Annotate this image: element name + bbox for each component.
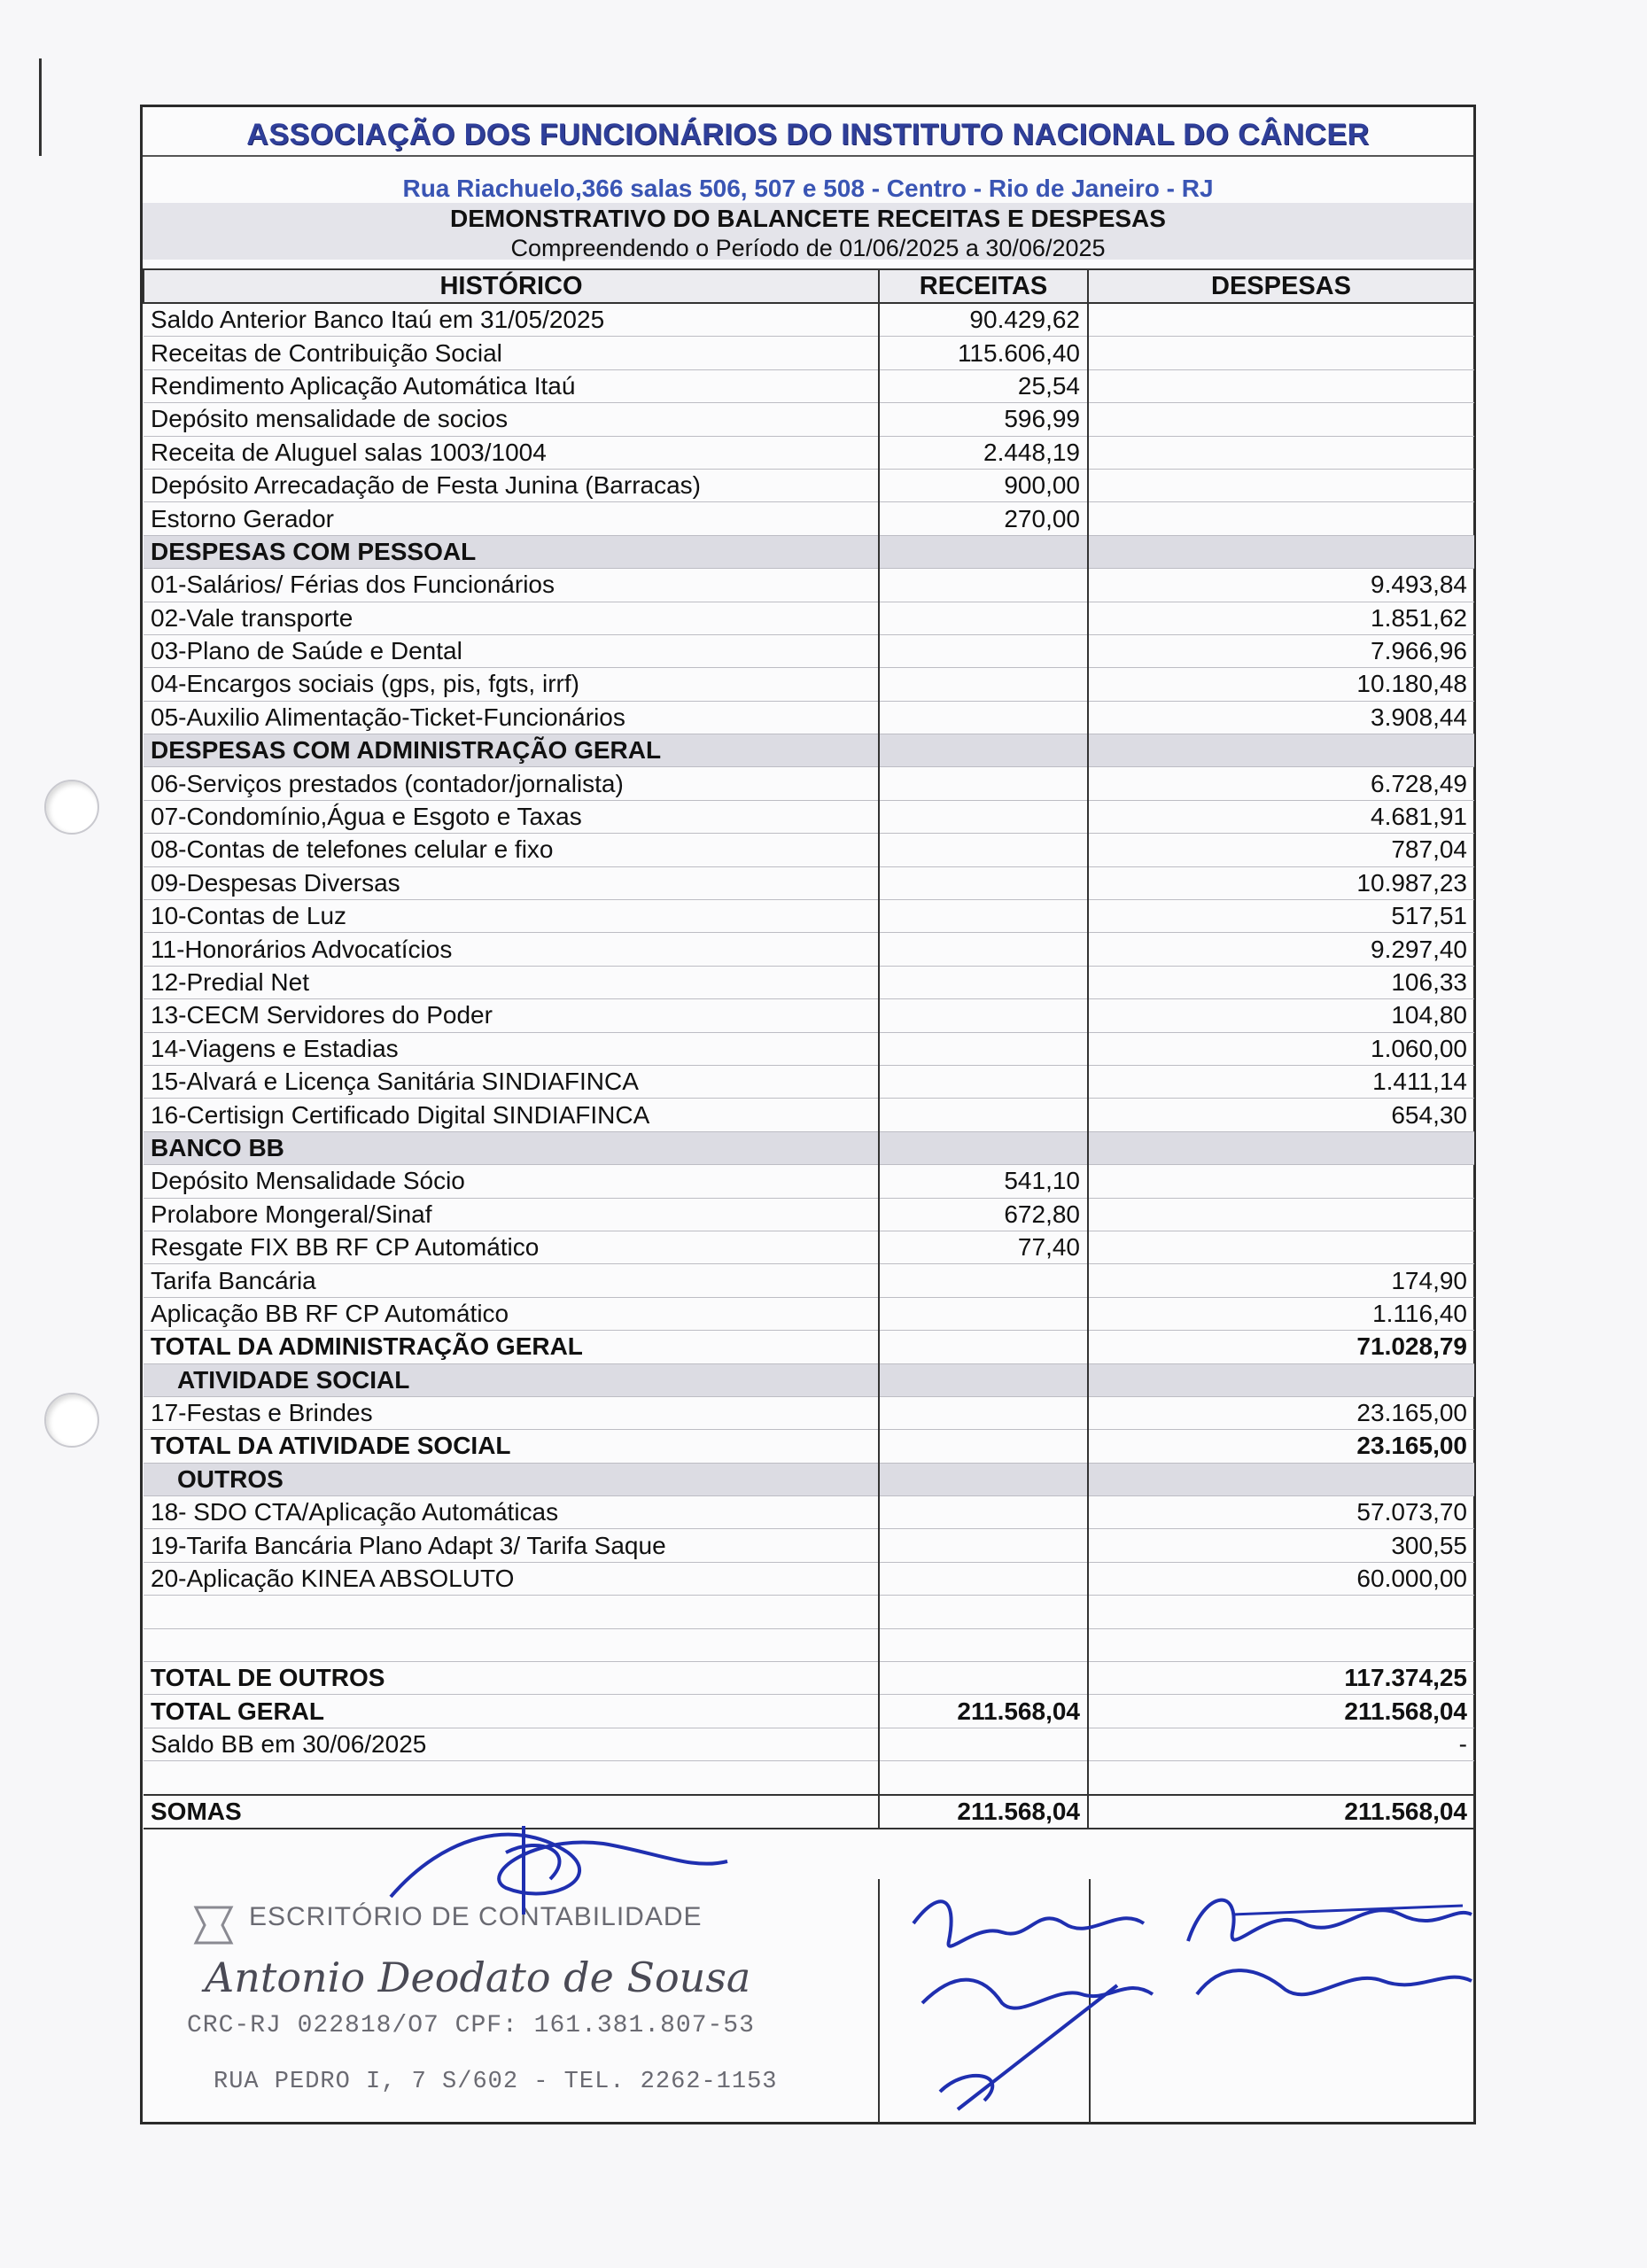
row-despesa — [1088, 369, 1474, 402]
row-receita — [879, 1131, 1088, 1164]
header-rule — [143, 155, 1473, 157]
table-row — [144, 1695, 1474, 1728]
table-row — [144, 767, 1474, 800]
row-despesa: 9.493,84 — [1088, 569, 1474, 602]
row-receita: 270,00 — [879, 502, 1088, 535]
row-despesa: 300,55 — [1088, 1529, 1474, 1562]
row-receita — [879, 668, 1088, 701]
table-row — [144, 668, 1474, 701]
row-despesa: 211.568,04 — [1088, 1795, 1474, 1829]
table-row — [144, 1198, 1474, 1231]
row-label: Saldo Anterior Banco Itaú em 31/05/2025 — [144, 303, 879, 337]
table-row — [144, 701, 1474, 734]
row-label: 06-Serviços prestados (contador/jornalista) — [144, 767, 879, 800]
row-receita: 541,10 — [879, 1165, 1088, 1198]
row-despesa — [1088, 1463, 1474, 1495]
row-label: Prolabore Mongeral/Sinaf — [144, 1198, 879, 1231]
row-label: 18- SDO CTA/Aplicação Automáticas — [144, 1496, 879, 1529]
row-label: 09-Despesas Diversas — [144, 866, 879, 899]
ledger-table — [143, 268, 1475, 1829]
table-row — [144, 1264, 1474, 1297]
row-receita: 596,99 — [879, 403, 1088, 436]
row-receita: 672,80 — [879, 1198, 1088, 1231]
row-despesa: 1.851,62 — [1088, 602, 1474, 634]
row-label: 05-Auxilio Alimentação-Ticket-Funcionários — [144, 701, 879, 734]
signature-2 — [1179, 1870, 1480, 2012]
row-label: Depósito mensalidade de socios — [144, 403, 879, 436]
row-receita: 115.606,40 — [879, 337, 1088, 369]
row-receita — [879, 1099, 1088, 1131]
stamp-line-address: RUA PEDRO I, 7 S/602 - TEL. 2262-1153 — [214, 2069, 778, 2095]
row-label: Resgate FIX BB RF CP Automático — [144, 1231, 879, 1263]
table-row — [144, 303, 1474, 337]
row-receita — [879, 1496, 1088, 1529]
row-label: 04-Encargos sociais (gps, pis, fgts, irrf) — [144, 668, 879, 701]
row-receita — [879, 933, 1088, 966]
row-label — [144, 1596, 879, 1628]
row-receita — [879, 866, 1088, 899]
stamp-emblem-icon — [187, 1899, 240, 1952]
row-receita — [879, 734, 1088, 767]
row-despesa: 7.966,96 — [1088, 634, 1474, 667]
row-receita — [879, 535, 1088, 568]
table-row — [144, 734, 1474, 767]
table-row — [144, 1099, 1474, 1131]
table-row — [144, 999, 1474, 1032]
column-header-receitas: RECEITAS — [879, 269, 1088, 303]
row-label: 02-Vale transporte — [144, 602, 879, 634]
row-label: SOMAS — [144, 1795, 879, 1829]
row-label: DESPESAS COM ADMINISTRAÇÃO GERAL — [144, 734, 879, 767]
table-row — [144, 602, 1474, 634]
table-row — [144, 369, 1474, 402]
row-label: 20-Aplicação KINEA ABSOLUTO — [144, 1562, 879, 1595]
row-receita: 900,00 — [879, 469, 1088, 501]
table-header-row — [144, 269, 1474, 303]
row-label: DESPESAS COM PESSOAL — [144, 535, 879, 568]
row-despesa — [1088, 1761, 1474, 1795]
row-label: Tarifa Bancária — [144, 1264, 879, 1297]
row-receita — [879, 1297, 1088, 1330]
row-label: Receita de Aluguel salas 1003/1004 — [144, 436, 879, 469]
punch-hole-bottom — [44, 1393, 99, 1448]
row-receita — [879, 1662, 1088, 1695]
row-despesa: 1.060,00 — [1088, 1032, 1474, 1065]
table-row — [144, 866, 1474, 899]
row-label: TOTAL DA ADMINISTRAÇÃO GERAL — [144, 1331, 879, 1363]
row-despesa: 104,80 — [1088, 999, 1474, 1032]
table-row — [144, 1231, 1474, 1263]
table-row — [144, 634, 1474, 667]
row-receita — [879, 1396, 1088, 1429]
row-despesa: 10.180,48 — [1088, 668, 1474, 701]
table-row — [144, 1662, 1474, 1695]
row-receita — [879, 701, 1088, 734]
row-receita: 25,54 — [879, 369, 1088, 402]
pen-mark — [39, 58, 42, 156]
row-label: TOTAL DA ATIVIDADE SOCIAL — [144, 1430, 879, 1463]
row-receita — [879, 999, 1088, 1032]
row-receita — [879, 1264, 1088, 1297]
row-despesa — [1088, 1628, 1474, 1661]
row-despesa — [1088, 1363, 1474, 1396]
row-label: OUTROS — [144, 1463, 879, 1495]
row-label: 14-Viagens e Estadias — [144, 1032, 879, 1065]
row-despesa: 106,33 — [1088, 966, 1474, 998]
table-row — [144, 436, 1474, 469]
balance-sheet — [140, 105, 1476, 2124]
row-receita — [879, 1529, 1088, 1562]
table-row — [144, 966, 1474, 998]
row-despesa: 9.297,40 — [1088, 933, 1474, 966]
row-despesa: 787,04 — [1088, 834, 1474, 866]
row-despesa — [1088, 403, 1474, 436]
row-receita — [879, 800, 1088, 833]
table-row — [144, 1331, 1474, 1363]
table-row — [144, 900, 1474, 933]
table-row — [144, 469, 1474, 501]
row-despesa — [1088, 303, 1474, 337]
ledger-body — [144, 303, 1474, 1829]
row-despesa — [1088, 535, 1474, 568]
row-receita — [879, 1331, 1088, 1363]
row-despesa: 517,51 — [1088, 900, 1474, 933]
row-label: 01-Salários/ Férias dos Funcionários — [144, 569, 879, 602]
table-row — [144, 1430, 1474, 1463]
row-label: ATIVIDADE SOCIAL — [144, 1363, 879, 1396]
row-label: Depósito Arrecadação de Festa Junina (Barracas) — [144, 469, 879, 501]
document-period: Compreendendo o Período de 01/06/2025 a 30/06/2025 — [510, 235, 1106, 261]
row-receita — [879, 834, 1088, 866]
row-despesa — [1088, 337, 1474, 369]
row-label: Depósito Mensalidade Sócio — [144, 1165, 879, 1198]
row-label: 19-Tarifa Bancária Plano Adapt 3/ Tarifa Saque — [144, 1529, 879, 1562]
row-label: Saldo BB em 30/06/2025 — [144, 1728, 879, 1760]
row-receita — [879, 602, 1088, 634]
row-despesa — [1088, 1231, 1474, 1263]
signature-1 — [905, 1870, 1188, 2127]
table-row — [144, 1628, 1474, 1661]
row-label: 12-Predial Net — [144, 966, 879, 998]
signature-accountant — [373, 1799, 745, 1932]
table-row — [144, 1165, 1474, 1198]
row-despesa — [1088, 469, 1474, 501]
table-row — [144, 1396, 1474, 1429]
row-receita: 211.568,04 — [879, 1795, 1088, 1829]
stamp-line-office: ESCRITÓRIO DE CONTABILIDADE — [249, 1902, 703, 1931]
row-label: 16-Certisign Certificado Digital SINDIAFINCA — [144, 1099, 879, 1131]
row-despesa — [1088, 1165, 1474, 1198]
table-row — [144, 337, 1474, 369]
row-label — [144, 1628, 879, 1661]
row-label: 13-CECM Servidores do Poder — [144, 999, 879, 1032]
row-label: 15-Alvará e Licença Sanitária SINDIAFINCA — [144, 1065, 879, 1098]
row-receita — [879, 1728, 1088, 1760]
row-label: 07-Condomínio,Água e Esgoto e Taxas — [144, 800, 879, 833]
row-despesa: 23.165,00 — [1088, 1430, 1474, 1463]
row-despesa — [1088, 436, 1474, 469]
table-row — [144, 1529, 1474, 1562]
row-label: 08-Contas de telefones celular e fixo — [144, 834, 879, 866]
row-receita — [879, 1463, 1088, 1495]
row-label: BANCO BB — [144, 1131, 879, 1164]
row-despesa: 3.908,44 — [1088, 701, 1474, 734]
row-despesa: 211.568,04 — [1088, 1695, 1474, 1728]
row-despesa: 654,30 — [1088, 1099, 1474, 1131]
table-row — [144, 1596, 1474, 1628]
stamp-line-crc: CRC-RJ 022818/O7 CPF: 161.381.807-53 — [187, 2012, 755, 2039]
row-receita — [879, 900, 1088, 933]
row-receita — [879, 1430, 1088, 1463]
row-despesa: 71.028,79 — [1088, 1331, 1474, 1363]
table-row — [144, 933, 1474, 966]
row-receita: 2.448,19 — [879, 436, 1088, 469]
row-despesa: - — [1088, 1728, 1474, 1760]
table-row — [144, 1363, 1474, 1396]
row-despesa — [1088, 1131, 1474, 1164]
row-despesa: 60.000,00 — [1088, 1562, 1474, 1595]
column-header-historico: HISTÓRICO — [144, 269, 879, 303]
row-receita: 211.568,04 — [879, 1695, 1088, 1728]
table-row — [144, 1297, 1474, 1330]
table-row — [144, 502, 1474, 535]
table-row — [144, 1496, 1474, 1529]
row-despesa — [1088, 502, 1474, 535]
stamp-line-name: Antonio Deodato de Sousa — [205, 1953, 751, 2001]
address-line: Rua Riachuelo,366 salas 506, 507 e 508 - Centro - Rio de Janeiro - RJ — [402, 175, 1214, 202]
row-receita — [879, 1363, 1088, 1396]
table-row — [144, 535, 1474, 568]
row-despesa: 10.987,23 — [1088, 866, 1474, 899]
row-receita — [879, 1628, 1088, 1661]
table-row — [144, 834, 1474, 866]
row-receita: 90.429,62 — [879, 303, 1088, 337]
table-row — [144, 1795, 1474, 1829]
row-label: TOTAL GERAL — [144, 1695, 879, 1728]
row-despesa — [1088, 1596, 1474, 1628]
row-despesa: 117.374,25 — [1088, 1662, 1474, 1695]
row-label — [144, 1761, 879, 1795]
row-label: 17-Festas e Brindes — [144, 1396, 879, 1429]
row-receita — [879, 767, 1088, 800]
row-despesa: 57.073,70 — [1088, 1496, 1474, 1529]
table-row — [144, 1562, 1474, 1595]
row-despesa: 1.411,14 — [1088, 1065, 1474, 1098]
row-label: 03-Plano de Saúde e Dental — [144, 634, 879, 667]
row-label: Rendimento Aplicação Automática Itaú — [144, 369, 879, 402]
row-receita — [879, 1065, 1088, 1098]
table-row — [144, 1728, 1474, 1760]
organization-name: ASSOCIAÇÃO DOS FUNCIONÁRIOS DO INSTITUTO NACIONAL DO CÂNCER — [246, 118, 1370, 151]
row-despesa — [1088, 1198, 1474, 1231]
footer-divider-left — [878, 1879, 880, 2124]
row-receita — [879, 1761, 1088, 1795]
punch-hole-top — [44, 780, 99, 835]
row-receita — [879, 569, 1088, 602]
row-label: TOTAL DE OUTROS — [144, 1662, 879, 1695]
row-despesa: 1.116,40 — [1088, 1297, 1474, 1330]
row-label: Aplicação BB RF CP Automático — [144, 1297, 879, 1330]
row-receita — [879, 1032, 1088, 1065]
row-despesa: 174,90 — [1088, 1264, 1474, 1297]
row-receita — [879, 1596, 1088, 1628]
row-label: 10-Contas de Luz — [144, 900, 879, 933]
row-label: Estorno Gerador — [144, 502, 879, 535]
row-label: 11-Honorários Advocatícios — [144, 933, 879, 966]
row-despesa: 4.681,91 — [1088, 800, 1474, 833]
table-row — [144, 1463, 1474, 1495]
row-receita: 77,40 — [879, 1231, 1088, 1263]
row-despesa: 23.165,00 — [1088, 1396, 1474, 1429]
row-receita — [879, 966, 1088, 998]
table-row — [144, 569, 1474, 602]
column-header-despesas: DESPESAS — [1088, 269, 1474, 303]
row-receita — [879, 634, 1088, 667]
row-despesa — [1088, 734, 1474, 767]
document-title: DEMONSTRATIVO DO BALANCETE RECEITAS E DESPESAS — [450, 205, 1166, 232]
table-row — [144, 403, 1474, 436]
table-row — [144, 1032, 1474, 1065]
table-row — [144, 1761, 1474, 1795]
row-label: Receitas de Contribuição Social — [144, 337, 879, 369]
table-row — [144, 1065, 1474, 1098]
table-row — [144, 800, 1474, 833]
table-row — [144, 1131, 1474, 1164]
row-despesa: 6.728,49 — [1088, 767, 1474, 800]
row-receita — [879, 1562, 1088, 1595]
